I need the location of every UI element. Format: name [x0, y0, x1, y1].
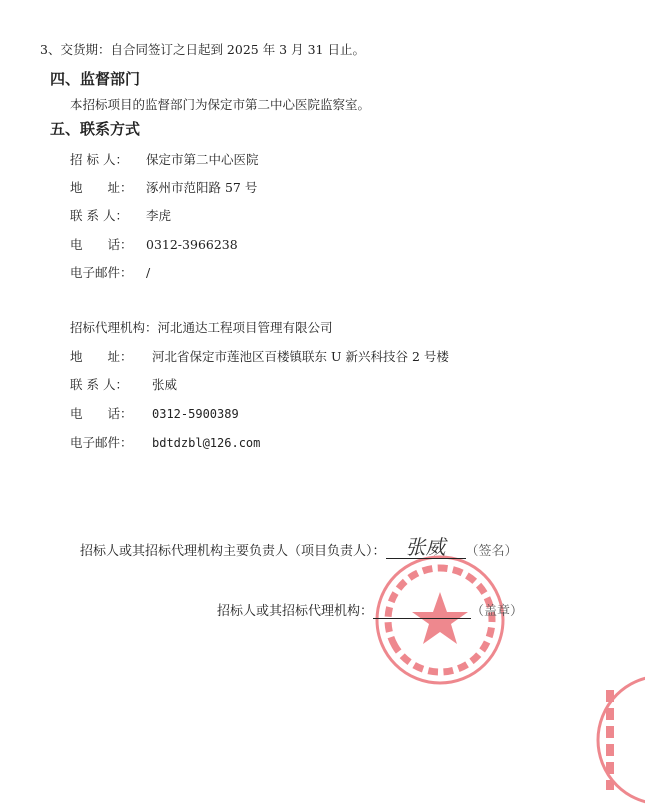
field-value: 张威 [152, 377, 178, 392]
field-label: 地 址： [70, 349, 133, 364]
signature-line [80, 536, 518, 559]
field-value: 保定市第二中心医院 [146, 152, 259, 167]
field-value: 0312-3966238 [146, 237, 238, 252]
field-label: 地 址： [70, 180, 133, 195]
field-value: bdtdzbl@126.com [152, 436, 261, 450]
section4-title: 四、监督部门 [50, 70, 141, 88]
field-label: 电子邮件： [70, 265, 133, 280]
field-value: / [146, 265, 151, 280]
field-label: 联 系 人： [70, 208, 128, 223]
field-value: 河北通达工程项目管理有限公司 [157, 320, 333, 335]
stamp-field [373, 604, 471, 619]
handwritten-signature: 张威 [386, 536, 466, 559]
section5-title: 五、联系方式 [50, 120, 141, 138]
field-label: 联 系 人： [70, 377, 128, 392]
stamp-label: 招标人或其招标代理机构： [217, 604, 374, 619]
company-seal [372, 552, 508, 688]
stamp-suffix: （盖章） [471, 604, 524, 619]
tenderer-row [70, 178, 257, 196]
section4-text: 本招标项目的监督部门为保定市第二中心医院监察室。 [70, 97, 371, 112]
field-value: 河北省保定市莲池区百楼镇联东 U 新兴科技谷 2 号楼 [152, 349, 449, 364]
tenderer-row [70, 150, 259, 168]
field-label: 电子邮件： [70, 435, 133, 450]
stamp-line [217, 600, 523, 619]
tenderer-row [70, 206, 171, 224]
signature-label: 招标人或其招标代理机构主要负责人（项目负责人）： [80, 544, 386, 559]
field-label: 电 话： [70, 406, 133, 421]
field-label: 电 话： [70, 237, 133, 252]
signature-suffix: （签名） [465, 544, 518, 559]
agency-row [70, 375, 177, 393]
tenderer-row [70, 235, 238, 253]
field-label: 招标代理机构： [70, 320, 158, 335]
tenderer-row [70, 263, 150, 281]
partial-seal [590, 660, 645, 810]
agency-row [70, 318, 333, 336]
delivery-period: 3、交货期：自合同签订之日起到 2025 年 3 月 31 日止。 [40, 42, 365, 57]
agency-row [70, 347, 449, 365]
agency-row [70, 404, 239, 422]
field-value: 李虎 [146, 208, 172, 223]
field-label: 招 标 人： [70, 152, 128, 167]
field-value: 涿州市范阳路 57 号 [146, 180, 258, 195]
agency-row [70, 433, 260, 451]
field-value: 0312-5900389 [152, 407, 239, 421]
